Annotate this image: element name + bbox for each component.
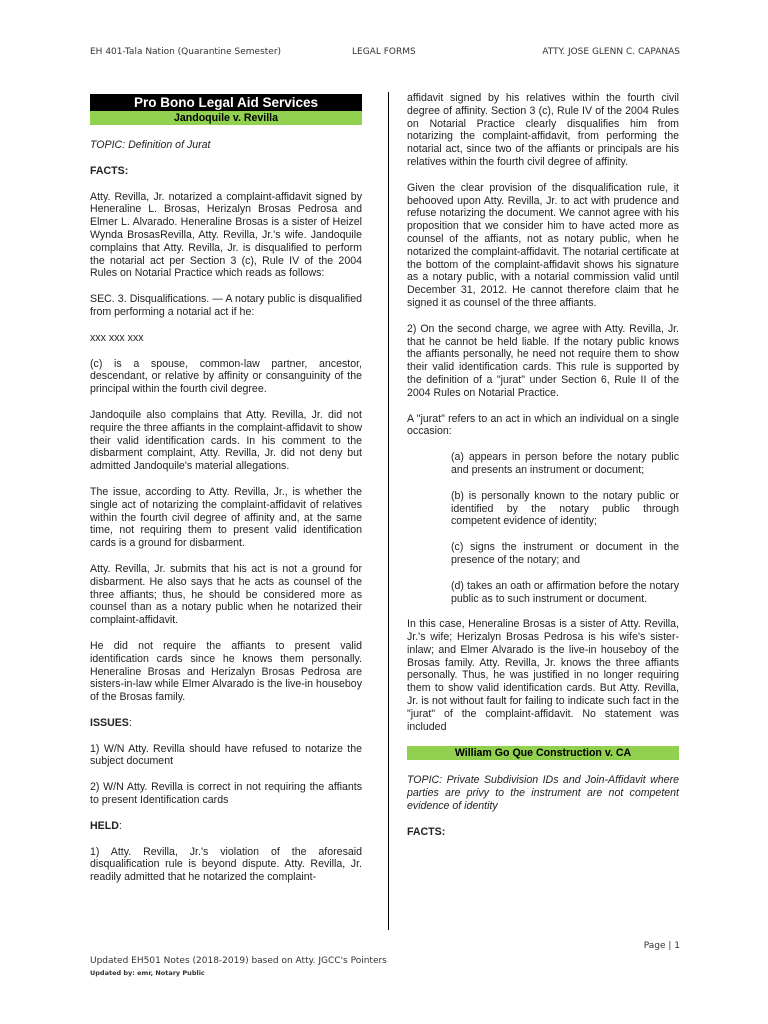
jurat-item-c: (c) signs the instrument or document in the presence of the notary; and xyxy=(451,541,679,566)
footer-updated-by: Updated by: emr, Notary Public xyxy=(90,969,205,977)
footer-notes-line: Updated EH501 Notes (2018-2019) based on Atty. JGCC's Pointers xyxy=(90,956,387,966)
right-column xyxy=(407,92,679,852)
page-number: Page | 1 xyxy=(643,941,680,951)
jurat-item-b: (b) is personally known to the notary public or identified by the notary public through competent evidence of identity; xyxy=(451,489,679,528)
facts-paragraph: The issue, according to Atty. Revilla, Jr., is whether the single act of notarizing the complaint-affidavit of relatives within the fourth civil degree of affinity and, at the same time, not requiring them to present valid identification cards is a ground for disbarment. xyxy=(90,485,362,550)
facts-paragraph: He did not require the affiants to present valid identification cards since he knows them personally. Heneraline Brosas and Herizalyn Brosas Pedrosa are sisters-in-law while Elmer Alvarado is the live-in houseboy of the Brosas family. xyxy=(90,639,362,704)
held-paragraph: 2) On the second charge, we agree with Atty. Revilla, Jr. that he cannot be held liable. If the notary public knows the affiants personally, he need not require them to show their valid identification cards. This rule is supported by the definition of a "jurat" under Section 6, Rule II of the 2004 Rules on Notarial Practice. xyxy=(407,322,679,399)
rule-clause: (c) is a spouse, common-law partner, ancestor, descendant, or relative by affinity or consanguinity of the principal within the fourth civil degree. xyxy=(90,357,362,396)
facts-heading: FACTS: xyxy=(90,164,129,177)
issues-heading-label: ISSUES xyxy=(90,716,129,729)
jurat-item-d: (d) takes an oath or affirmation before the notary public as to such instrument or document. xyxy=(451,579,679,605)
issue-item: 1) W/N Atty. Revilla should have refused to notarize the subject document xyxy=(90,742,362,768)
held-heading-label: HELD xyxy=(90,819,119,832)
held-heading xyxy=(90,820,362,833)
header-course: EH 401-Tala Nation (Quarantine Semester) xyxy=(90,47,282,57)
case-title-banner: William Go Que Construction v. CA xyxy=(407,746,679,760)
facts-heading: FACTS: xyxy=(407,825,446,838)
held-paragraph: Given the clear provision of the disqualification rule, it behooved upon Atty. Revilla, Jr. to act with prudence and refuse notarizing the document. We cannot agree with his proposition that we consider him to have acted more as counsel of the affiants, not as notary public, when he notarized the complaint-affidavit. The notarial certificate at the bottom of the complaint-affidavit shows his signature as a notary public, with a notarial commission valid until December 31, 2012. He cannot therefore claim that he signed it as counsel of the three affiants. xyxy=(407,181,679,309)
topic-line: TOPIC: Definition of Jurat xyxy=(90,139,211,151)
column-divider xyxy=(388,92,389,930)
header-subject: LEGAL FORMS xyxy=(352,47,416,57)
held-paragraph: affidavit signed by his relatives within the fourth civil degree of affinity. Section 3 (c), Rule IV of the 2004 Rules on Notarial Practice clearly disqualifies him from notarizing the complaint-affidavit, from performing the notarial act, since two of the affiants or principals are his relatives within the fourth civil degree of affinity. xyxy=(407,92,679,168)
held-heading-colon: : xyxy=(118,819,122,832)
header-professor: ATTY. JOSE GLENN C. CAPANAS xyxy=(542,47,680,57)
ellipsis-line: xxx xxx xxx xyxy=(90,331,144,344)
held-paragraph: 1) Atty. Revilla, Jr.'s violation of the aforesaid disqualification rule is beyond dispute. Atty. Revilla, Jr. readily admitted that he notarized the complaint- xyxy=(90,845,362,884)
facts-paragraph: Atty. Revilla, Jr. notarized a complaint-affidavit signed by Heneraline L. Brosas, Herizalyn Brosas Pedrosa and Elmer L. Alvarado. Heneraline Brosas is a sister of Heizel Wynda BrosasRevilla, Atty. Revilla, Jr.'s wife. Jandoquile complains that Atty. Revilla, Jr. is disqualified to perform the notarial act per Section 3 (c), Rule IV of the 2004 Rules on Notarial Practice which reads as follows: xyxy=(90,190,362,280)
facts-paragraph: Jandoquile also complains that Atty. Revilla, Jr. did not require the three affiants in the complaint-affidavit to show their valid identification cards. In his comment to the disbarment complaint, Atty. Revilla, Jr. did not deny but admitted Jandoquile's material allegations. xyxy=(90,408,362,473)
facts-paragraph: Atty. Revilla, Jr. submits that his act is not a ground for disbarment. He also says that he acts as counsel of the three affiants; thus, he should be considered more as counsel than as a notary public when he notarized their complaint-affidavit. xyxy=(90,562,362,627)
issues-heading-colon: : xyxy=(128,716,132,729)
jurat-definition: A "jurat" refers to an act in which an individual on a single occasion: xyxy=(407,412,679,438)
left-column xyxy=(90,92,362,884)
issue-item: 2) W/N Atty. Revilla is correct in not requiring the affiants to present Identification cards xyxy=(90,781,362,807)
rule-quote: SEC. 3. Disqualifications. — A notary public is disqualified from performing a notarial act if he: xyxy=(90,293,362,318)
section-banner: Pro Bono Legal Aid Services xyxy=(90,94,362,111)
issues-heading xyxy=(90,717,362,730)
topic-line: TOPIC: Private Subdivision IDs and Join-Affidavit where parties are privy to the instrument are not competent evidence of identity xyxy=(407,774,679,813)
jurat-item-a: (a) appears in person before the notary public and presents an instrument or document; xyxy=(451,451,679,476)
held-paragraph: In this case, Heneraline Brosas is a sister of Atty. Revilla, Jr.'s wife; Herizalyn Brosas Pedrosa is his wife's sister-inlaw; and Elmer Alvarado is the live-in houseboy of the Brosas family. Atty. Revilla, Jr. knows the three affiants personally. Thus, he was justified in no longer requiring them to show valid identification cards. But Atty. Revilla, Jr. is not without fault for failing to indicate such fact in the "jurat" of the complaint-affidavit. No statement was included xyxy=(407,618,679,733)
case-title-banner: Jandoquile v. Revilla xyxy=(90,111,362,125)
